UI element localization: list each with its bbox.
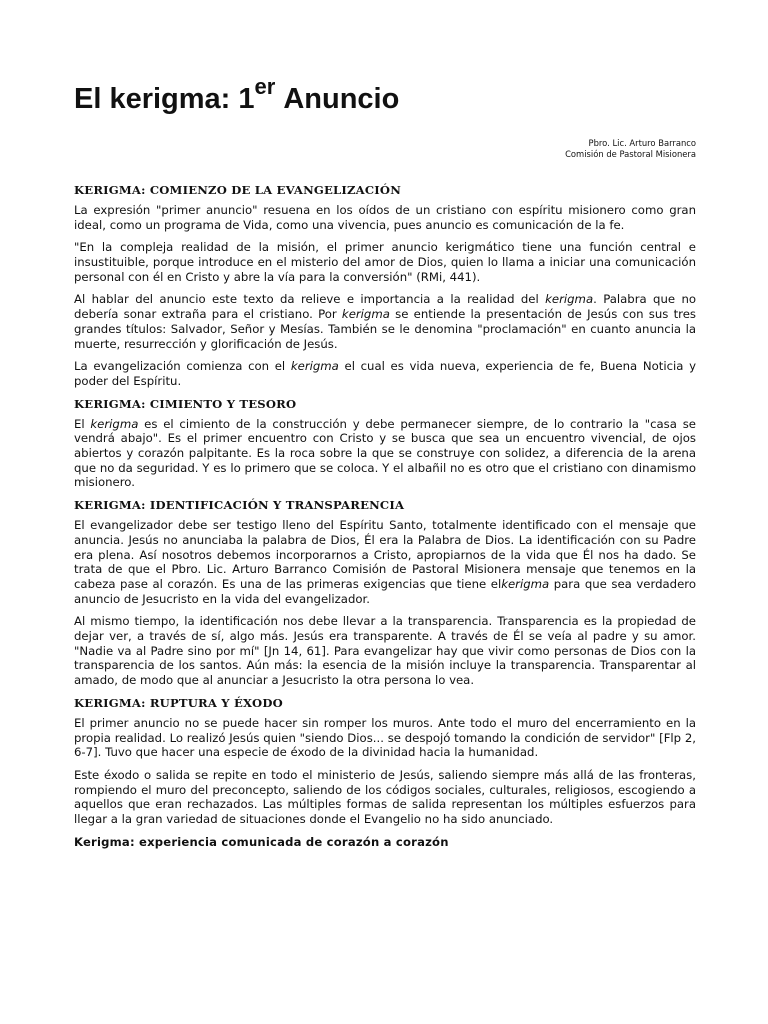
section-heading: KERIGMA: IDENTIFICACIÓN Y TRANSPARENCIA: [74, 498, 405, 513]
section-heading: KERIGMA: RUPTURA Y ÉXODO: [74, 695, 283, 710]
emphasized-term: kerigma: [90, 416, 139, 431]
emphasized-term: kerigma: [501, 576, 550, 591]
title-end: Anuncio: [283, 83, 400, 115]
paragraph-text: el cual es vida nueva, experiencia de fe, Buena Noticia y poder del Espíritu.: [74, 359, 696, 388]
paragraph: [74, 359, 696, 388]
document-title: [74, 74, 696, 116]
paragraph-text: Este éxodo o salida se repite en todo el ministerio de Jesús, saliendo siempre más allá de las fronteras, rompiendo el muro del preconcepto, saliendo de los códigos sociales, culturales, religiosos, escogiendo a aquellos que eran rechazados. Las múltiples formas de salida representan los múltiples esfuerzos para llegar a la gran variedad de situaciones donde el Evangelio no ha sido anunciado.: [74, 767, 696, 827]
paragraph: [74, 518, 696, 606]
emphasized-term: kerigma: [545, 292, 594, 307]
paragraph-text: El evangelizador debe ser testigo lleno del Espíritu Santo, totalmente identificado con el mensaje que anuncia. Jesús no anunciaba la palabra de Dios, Él era la Palabra de Dios. La identificación con su Padre era plena. Así nosotros debemos incorporarnos a Cristo, apropiarnos de la vida que Él nos ha dado. Se trata de que el Pbro. Lic. Arturo Barranco Comisión de Pastoral Misionera mensaje que tenemos en la cabeza pase al corazón. Es una de las primeras exigencias que tiene el: [74, 518, 696, 591]
paragraph: [74, 417, 696, 491]
paragraph: [74, 614, 696, 688]
author-commission: Comisión de Pastoral Misionera: [565, 149, 696, 160]
paragraph-text: La expresión "primer anuncio" resuena en los oídos de un cristiano con espíritu misionero como gran ideal, como un programa de Vida, como una vivencia, pues anuncio es comunicación de la fe.: [74, 202, 696, 232]
paragraph-text: . Palabra que no debería sonar extraña para el cristiano. Por: [74, 292, 696, 322]
document-body: [74, 183, 696, 827]
author-name: Pbro. Lic. Arturo Barranco: [588, 137, 696, 148]
paragraph-text: "En la compleja realidad de la misión, el primer anuncio kerigmático tiene una función central e insustituible, porque introduce en el misterio del amor de Dios, quien lo llama a iniciar una comunicación personal con él en Cristo y abre la vía para la conversión" (RMi, 441).: [74, 240, 696, 284]
paragraph-text: La evangelización comienza con el: [74, 359, 291, 374]
paragraph: [74, 240, 696, 284]
emphasized-term: kerigma: [341, 307, 390, 322]
paragraph-text: Al hablar del anuncio este texto da relieve e importancia a la realidad del: [74, 292, 546, 307]
paragraph: [74, 716, 696, 760]
paragraph-text: se entiende la presentación de Jesús con sus tres grandes títulos: Salvador, Señor y Mesías. También se le denomina "proclamación" en cuanto anuncia la muerte, resurrección y glorificación de Jesús.: [74, 307, 696, 351]
paragraph: [74, 768, 696, 827]
title-main: El kerigma: 1: [74, 83, 255, 115]
paragraph-text: Al mismo tiempo, la identificación nos debe llevar a la transparencia. Transparencia es la propiedad de dejar ver, a través de sí, algo más. Jesús era transparente. A través de Él se veía al padre y su amor. "Nadie va al Padre sino por mí" [Jn 14, 61]. Para evangelizar hay que vivir como personas de Dios con la transparencia de los santos. Aún más: la esencia de la misión incluye la transparencia. Transparentar al amado, de modo que al anunciar a Jesucristo la otra persona lo vea.: [74, 614, 696, 688]
paragraph: [74, 203, 696, 232]
document-page: [74, 74, 696, 850]
paragraph-text: para que sea verdadero anuncio de Jesucristo en la vida del evangelizador.: [74, 576, 696, 606]
paragraph-text: El primer anuncio no se puede hacer sin romper los muros. Ante todo el muro del encerramiento en la propia realidad. Lo realizó Jesús quien "siendo Dios... se despojó tomando la condición de servidor" [Flp 2, 6-7]. Tuvo que hacer una especie de éxodo de la divinidad hacia la humanidad.: [74, 715, 696, 760]
paragraph: [74, 292, 696, 351]
author-block: [74, 138, 696, 161]
section-heading: KERIGMA: CIMIENTO Y TESORO: [74, 396, 297, 411]
emphasized-term: kerigma: [290, 359, 339, 374]
final-heading: Kerigma: experiencia comunicada de corazón a corazón: [74, 834, 449, 849]
section-heading: KERIGMA: COMIENZO DE LA EVANGELIZACIÓN: [74, 182, 401, 197]
paragraph-text: El: [74, 416, 91, 431]
paragraph-text: es el cimiento de la construcción y debe permanecer siempre, de lo contrario la "casa se vendrá abajo". Es el primer encuentro con Cristo y se busca que sea un encuentro vivencial, de ojos abiertos y corazón palpitante. Es la roca sobre la que se construye con solidez, a diferencia de la arena que no da seguridad. Y es lo primero que se coloca. Y el albañil no es otro que el cristiano con dinamismo misionero.: [74, 416, 696, 490]
title-superscript: er: [254, 74, 276, 99]
